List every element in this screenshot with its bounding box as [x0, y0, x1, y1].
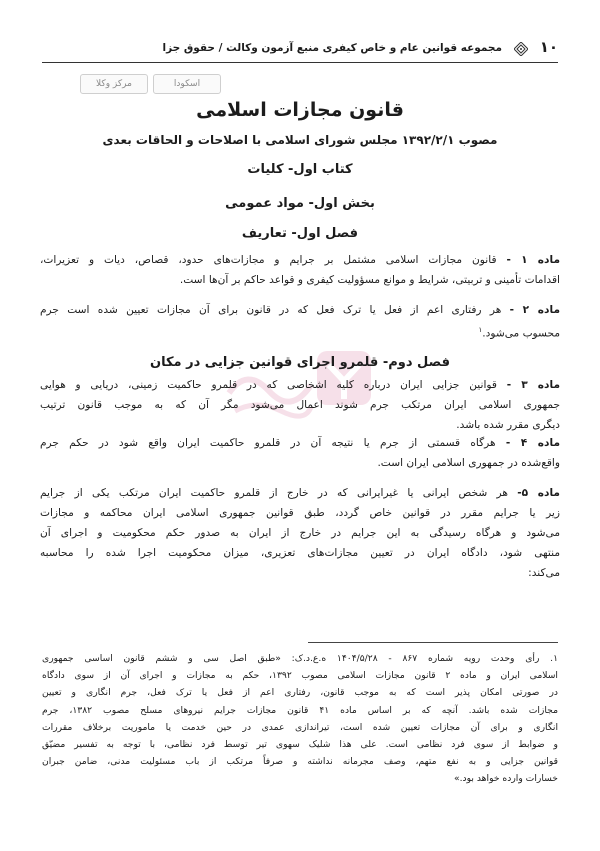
- footnote-divider: [308, 642, 558, 643]
- article-text: قوانین جزایی ایران درباره کلیه اشخاصی که در قلمرو حاکمیت زمینی، دریایی و هوایی: [40, 379, 497, 391]
- approval-line: مصوب ۱۳۹۲/۲/۱ مجلس شورای اسلامی با اصلاحات و الحاقات بعدی: [102, 133, 498, 147]
- article-label: ماده ۳ -: [506, 379, 560, 391]
- article-text: قانون مجازات اسلامی مشتمل بر جرایم و مجازات‌های حدود، قصاص، دیات و تعزیرات،: [40, 254, 497, 266]
- article-3: [40, 375, 560, 435]
- article-label: ماده ۴ -: [505, 437, 560, 449]
- article-text: جمهوری اسلامی ایران مرتکب جرم شوند اعمال می‌شود مگر آن که به موجب قانون ترتیب: [40, 399, 560, 411]
- footnote-line: اسلامی ایران و ماده ۲ قانون مجازات اسلامی مصوب ۱۳۹۲، حکم به مجازات و اجرای آن از سوی دادگاه: [42, 670, 558, 682]
- article-text: می‌شود و هرگاه رسیدگی به این جرایم در خارج از ایران به صدور حکم محکومیت و اجرای آن: [40, 527, 560, 539]
- footnote-line: ۱. رأی وحدت رویه شماره ۸۶۷ - ۱۴۰۴/۵/۲۸ ه.ع.د.ک: «طبق اصل سی و ششم قانون اساسی جمهوری: [42, 653, 558, 664]
- article-text: زیر یا جرایم مقرر در قوانین خاص گردد، طبق قوانین جمهوری اسلامی ایران محاکمه و مجازات: [40, 507, 560, 519]
- article-label: ماده ۱ -: [506, 254, 560, 266]
- article-text: منتهی شود، دادگاه ایران در تعیین مجازات‌های تعزیری، میزان محکومیت اجرا شده را محاسبه: [40, 547, 560, 559]
- book-heading: کتاب اول- کلیات: [247, 162, 353, 177]
- footnote-ref[interactable]: ۱: [478, 326, 483, 334]
- footnote-line: مجازات شده باشد. آنچه که بر اساس ماده ۴۱ قانون مجازات جرایم نیروهای مسلح مصوب ۱۳۸۲، جرم: [42, 704, 558, 716]
- diamond-ornament-icon: [514, 42, 528, 56]
- footnote-line: خسارات وارده خواهد بود.»: [454, 773, 558, 785]
- page-header: [42, 38, 558, 63]
- article-label: ماده ۵-: [517, 487, 560, 499]
- part-heading: بخش اول- مواد عمومی: [225, 196, 375, 211]
- article-4: [40, 433, 560, 473]
- article-text: اقدامات تأمینی و تربیتی، شرایط و موانع مسؤولیت کیفری و قواعد حاکم بر آن‌ها است.: [179, 274, 560, 286]
- center-button[interactable]: مرکز وکلا: [80, 74, 148, 94]
- article-text: هر رفتاری اعم از فعل یا ترک فعل که در قانون برای آن مجازات تعیین شده است جرم: [40, 304, 502, 316]
- article-5: [40, 483, 560, 583]
- running-title: مجموعه قوانین عام و خاص کیفری منبع آزمون وکالت / حقوق جزا: [162, 42, 502, 54]
- source-buttons: [80, 74, 221, 94]
- article-label: ماده ۲ -: [509, 304, 560, 316]
- footnote: [42, 650, 558, 788]
- page-number: ۱۰: [539, 38, 558, 56]
- footnote-line: قوانین جزایی و به نفع متهم، وصف مجرمانه نداشته و صرفاً مرتکب از باب مسئولیت مدنی، ضامن جبران: [42, 756, 558, 768]
- article-text: محسوب می‌شود.: [482, 327, 560, 340]
- chapter-1-heading: فصل اول- تعاریف: [241, 226, 359, 241]
- article-text: واقع‌شده در جمهوری اسلامی ایران است.: [377, 457, 560, 469]
- footnote-line: و ضوابط از سوی فرد نظامی است. علی هذا شلیک سهوی تیر توسط فرد نظامی، با توجه به تفسیر مضیّق: [42, 738, 558, 750]
- law-title: قانون مجازات اسلامی: [196, 99, 404, 121]
- article-1: [40, 250, 560, 290]
- chapter-2-heading: فصل دوم- قلمرو اجرای قوانین جزایی در مکان: [150, 355, 450, 370]
- article-2: [40, 300, 560, 340]
- article-text: هر شخص ایرانی یا غیرایرانی که در خارج از قلمرو حاکمیت ایران مرتکب یکی از جرایم: [40, 487, 508, 499]
- article-text: دیگری مقرر شده باشد.: [456, 419, 560, 431]
- article-text: هرگاه قسمتی از جرم یا نتیجه آن در قلمرو حاکمیت ایران واقع شود در حکم جرم: [40, 437, 496, 449]
- footnote-line: در صورتی امکان پذیر است که به موجب قانون، رفتاری اعم از فعل یا ترک فعل، جرم انگاری و تعیین: [42, 687, 558, 699]
- footnote-line: انگاری و برای آن مجازات تعیین شده است، تیراندازی عمدی در حین خدمت یا ماموریت برخلاف مقررات: [42, 721, 558, 733]
- escodua-button[interactable]: اسکودا: [153, 74, 221, 94]
- article-text: می‌کند:: [528, 567, 560, 579]
